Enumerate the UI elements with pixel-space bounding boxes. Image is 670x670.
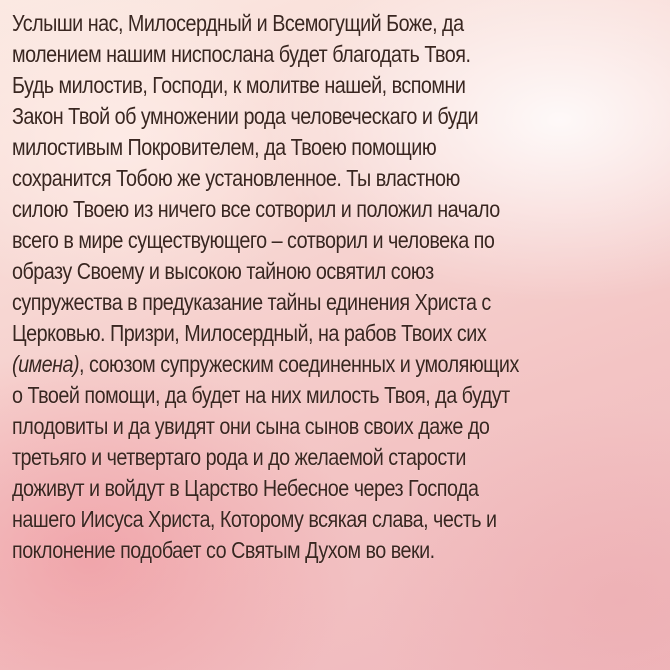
names-placeholder: (имена) [12,351,80,377]
prayer-line-14: плодовиты и да увидят они сына сынов своих даже до [12,413,490,439]
prayer-line-16: доживут и войдут в Царство Небесное через Господа [12,475,479,501]
prayer-line-18: поклонение подобает со Святым Духом во веки. [12,537,435,563]
prayer-text [12,8,666,566]
prayer-line-3: Будь милостив, Господи, к молитве нашей, вспомни [12,72,466,98]
prayer-line-4: Закон Твой об умножении рода человеческаго и буди [12,103,479,129]
prayer-line-6: сохранится Тобою же установленное. Ты властною [12,165,460,191]
prayer-line-5: милостивым Покровителем, да Твоею помощию [12,134,437,160]
prayer-line-1: Услыши нас, Милосердный и Всемогущий Боже, да [12,10,464,36]
prayer-line-7: силою Твоею из ничего все сотворил и положил начало [12,196,500,222]
prayer-line-12 [12,349,574,380]
prayer-line-12-rest: , союзом супружеским соединенных и умоляющих [79,351,519,377]
prayer-line-11: Церковью. Призри, Милосердный, на рабов Твоих сих [12,320,487,346]
prayer-line-10: супружества в предуказание тайны единения Христа с [12,289,491,315]
prayer-line-8: всего в мире существующего – сотворил и человека по [12,227,495,253]
prayer-line-2: молением нашим ниспослана будет благодать Твоя. [12,41,471,67]
prayer-line-13: о Твоей помощи, да будет на них милость Твоя, да будут [12,382,510,408]
prayer-line-15: третьяго и четвертаго рода и до желаемой старости [12,444,466,470]
prayer-line-17: нашего Иисуса Христа, Которому всякая слава, честь и [12,506,497,532]
prayer-line-9: образу Своему и высокою тайною освятил союз [12,258,434,284]
